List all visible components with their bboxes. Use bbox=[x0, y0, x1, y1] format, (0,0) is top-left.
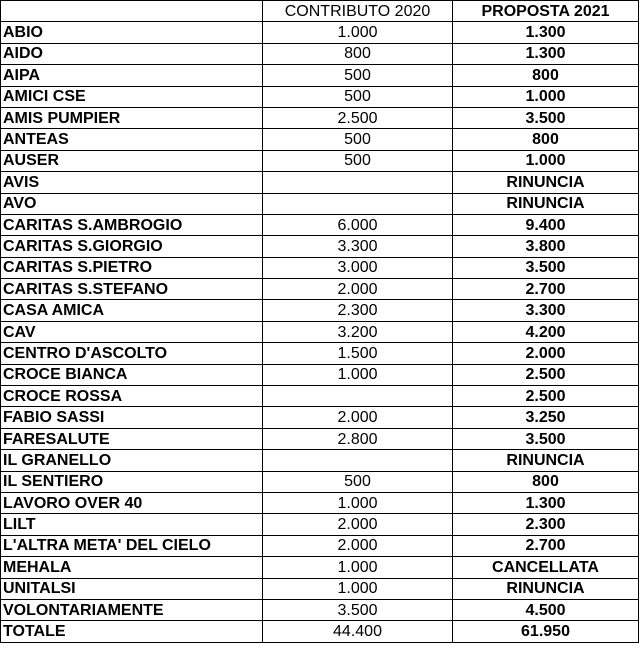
row-proposta-2021-cell: 3.300 bbox=[453, 300, 639, 321]
row-contributo-2020-cell: 800 bbox=[263, 43, 453, 64]
row-proposta-2021-cell: 1.300 bbox=[453, 22, 639, 43]
row-name-cell: IL GRANELLO bbox=[1, 450, 263, 471]
row-contributo-2020-cell: 2.300 bbox=[263, 300, 453, 321]
row-proposta-2021-cell: 2.300 bbox=[453, 514, 639, 535]
row-proposta-2021-cell: 3.500 bbox=[453, 107, 639, 128]
table-row bbox=[1, 22, 639, 43]
table-row bbox=[1, 578, 639, 599]
row-contributo-2020-cell: 500 bbox=[263, 129, 453, 150]
row-contributo-2020-cell: 500 bbox=[263, 86, 453, 107]
row-contributo-2020-cell: 3.500 bbox=[263, 599, 453, 620]
table-row bbox=[1, 257, 639, 278]
table-row bbox=[1, 107, 639, 128]
row-contributo-2020-cell: 500 bbox=[263, 150, 453, 171]
row-contributo-2020-cell bbox=[263, 172, 453, 193]
table-row bbox=[1, 65, 639, 86]
row-proposta-2021-cell: RINUNCIA bbox=[453, 578, 639, 599]
row-name-cell: LAVORO OVER 40 bbox=[1, 492, 263, 513]
row-contributo-2020-cell bbox=[263, 450, 453, 471]
row-proposta-2021-cell: 2.700 bbox=[453, 535, 639, 556]
row-proposta-2021-cell: 1.000 bbox=[453, 86, 639, 107]
row-name-cell: CARITAS S.GIORGIO bbox=[1, 236, 263, 257]
table-row bbox=[1, 214, 639, 235]
row-name-cell: AUSER bbox=[1, 150, 263, 171]
row-contributo-2020-cell: 500 bbox=[263, 65, 453, 86]
row-contributo-2020-cell: 3.000 bbox=[263, 257, 453, 278]
table-row bbox=[1, 321, 639, 342]
row-name-cell: CARITAS S.PIETRO bbox=[1, 257, 263, 278]
row-contributo-2020-cell: 1.000 bbox=[263, 578, 453, 599]
table-row bbox=[1, 86, 639, 107]
row-contributo-2020-cell: 1.000 bbox=[263, 22, 453, 43]
table-row bbox=[1, 514, 639, 535]
row-proposta-2021-cell: 3.500 bbox=[453, 428, 639, 449]
row-name-cell: CAV bbox=[1, 321, 263, 342]
row-name-cell: CASA AMICA bbox=[1, 300, 263, 321]
row-contributo-2020-cell bbox=[263, 386, 453, 407]
row-contributo-2020-cell: 1.500 bbox=[263, 343, 453, 364]
row-name-cell: MEHALA bbox=[1, 557, 263, 578]
row-contributo-2020-cell: 1.000 bbox=[263, 492, 453, 513]
row-contributo-2020-cell: 1.000 bbox=[263, 364, 453, 385]
row-contributo-2020-cell: 500 bbox=[263, 471, 453, 492]
row-proposta-2021-cell: 3.800 bbox=[453, 236, 639, 257]
row-contributo-2020-cell: 3.300 bbox=[263, 236, 453, 257]
table-row bbox=[1, 364, 639, 385]
table-row bbox=[1, 193, 639, 214]
row-proposta-2021-cell: 1.300 bbox=[453, 43, 639, 64]
row-name-cell: FABIO SASSI bbox=[1, 407, 263, 428]
table-row bbox=[1, 471, 639, 492]
table-row bbox=[1, 557, 639, 578]
row-proposta-2021-cell: 800 bbox=[453, 471, 639, 492]
table-body bbox=[1, 22, 639, 642]
row-proposta-2021-cell: 9.400 bbox=[453, 214, 639, 235]
row-name-cell: UNITALSI bbox=[1, 578, 263, 599]
row-name-cell: AMIS PUMPIER bbox=[1, 107, 263, 128]
table-row bbox=[1, 43, 639, 64]
table-row bbox=[1, 450, 639, 471]
row-proposta-2021-cell: 4.500 bbox=[453, 599, 639, 620]
header-proposta-2021: PROPOSTA 2021 bbox=[453, 1, 639, 22]
row-name-cell: FARESALUTE bbox=[1, 428, 263, 449]
row-proposta-2021-cell: 2.000 bbox=[453, 343, 639, 364]
row-proposta-2021-cell: 2.500 bbox=[453, 386, 639, 407]
table-row bbox=[1, 300, 639, 321]
row-contributo-2020-cell: 2.500 bbox=[263, 107, 453, 128]
row-proposta-2021-cell: 3.250 bbox=[453, 407, 639, 428]
table-row bbox=[1, 236, 639, 257]
table-row bbox=[1, 343, 639, 364]
row-name-cell: IL SENTIERO bbox=[1, 471, 263, 492]
row-proposta-2021-cell: 2.700 bbox=[453, 279, 639, 300]
table-row bbox=[1, 407, 639, 428]
row-proposta-2021-cell: CANCELLATA bbox=[453, 557, 639, 578]
row-proposta-2021-cell: RINUNCIA bbox=[453, 172, 639, 193]
header-contributo-2020: CONTRIBUTO 2020 bbox=[263, 1, 453, 22]
row-name-cell: CROCE ROSSA bbox=[1, 386, 263, 407]
row-proposta-2021-cell: 800 bbox=[453, 129, 639, 150]
table-row bbox=[1, 386, 639, 407]
row-name-cell: LILT bbox=[1, 514, 263, 535]
row-proposta-2021-cell: 2.500 bbox=[453, 364, 639, 385]
table-row bbox=[1, 621, 639, 642]
row-name-cell: CARITAS S.AMBROGIO bbox=[1, 214, 263, 235]
row-proposta-2021-cell: RINUNCIA bbox=[453, 450, 639, 471]
row-name-cell: AVO bbox=[1, 193, 263, 214]
row-name-cell: CROCE BIANCA bbox=[1, 364, 263, 385]
row-contributo-2020-cell: 2.800 bbox=[263, 428, 453, 449]
row-contributo-2020-cell: 6.000 bbox=[263, 214, 453, 235]
row-name-cell: VOLONTARIAMENTE bbox=[1, 599, 263, 620]
row-name-cell: TOTALE bbox=[1, 621, 263, 642]
row-contributo-2020-cell bbox=[263, 193, 453, 214]
row-proposta-2021-cell: 800 bbox=[453, 65, 639, 86]
row-proposta-2021-cell: 1.000 bbox=[453, 150, 639, 171]
row-proposta-2021-cell: 1.300 bbox=[453, 492, 639, 513]
row-contributo-2020-cell: 44.400 bbox=[263, 621, 453, 642]
row-proposta-2021-cell: RINUNCIA bbox=[453, 193, 639, 214]
row-contributo-2020-cell: 2.000 bbox=[263, 514, 453, 535]
row-contributo-2020-cell: 1.000 bbox=[263, 557, 453, 578]
row-contributo-2020-cell: 2.000 bbox=[263, 535, 453, 556]
table-row bbox=[1, 150, 639, 171]
row-name-cell: ABIO bbox=[1, 22, 263, 43]
row-name-cell: ANTEAS bbox=[1, 129, 263, 150]
row-proposta-2021-cell: 3.500 bbox=[453, 257, 639, 278]
row-contributo-2020-cell: 2.000 bbox=[263, 407, 453, 428]
row-name-cell: AIPA bbox=[1, 65, 263, 86]
row-name-cell: AVIS bbox=[1, 172, 263, 193]
table-row bbox=[1, 172, 639, 193]
row-name-cell: CARITAS S.STEFANO bbox=[1, 279, 263, 300]
header-row bbox=[1, 1, 639, 22]
table-row bbox=[1, 428, 639, 449]
row-name-cell: AIDO bbox=[1, 43, 263, 64]
row-contributo-2020-cell: 3.200 bbox=[263, 321, 453, 342]
row-proposta-2021-cell: 4.200 bbox=[453, 321, 639, 342]
row-name-cell: L'ALTRA META' DEL CIELO bbox=[1, 535, 263, 556]
row-proposta-2021-cell: 61.950 bbox=[453, 621, 639, 642]
table-row bbox=[1, 279, 639, 300]
table-row bbox=[1, 535, 639, 556]
table-row bbox=[1, 492, 639, 513]
row-contributo-2020-cell: 2.000 bbox=[263, 279, 453, 300]
row-name-cell: CENTRO D'ASCOLTO bbox=[1, 343, 263, 364]
header-name bbox=[1, 1, 263, 22]
row-name-cell: AMICI CSE bbox=[1, 86, 263, 107]
table-row bbox=[1, 599, 639, 620]
table-row bbox=[1, 129, 639, 150]
